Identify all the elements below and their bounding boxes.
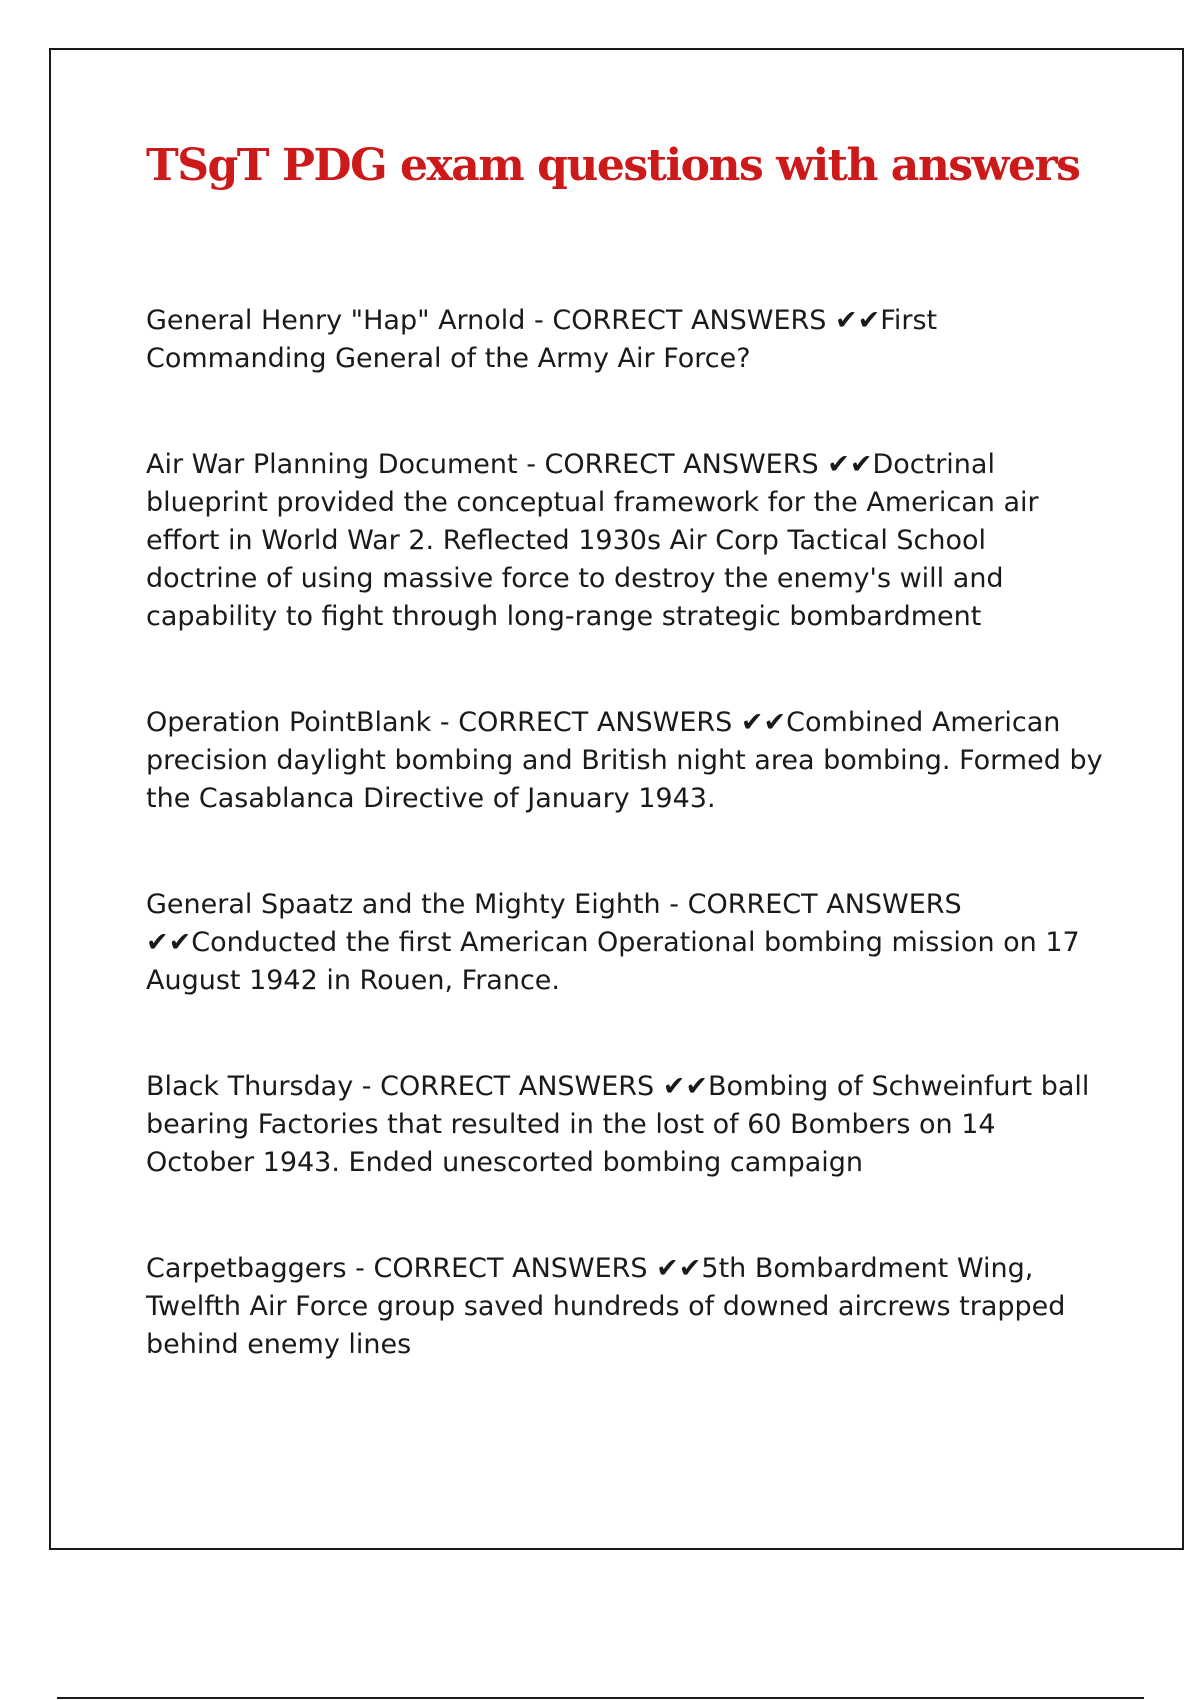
qa-term: Air War Planning Document: [146, 449, 518, 480]
qa-answer: Conducted the first American Operational bombing mission on 17 August 1942 in Rouen, France.: [146, 927, 1080, 996]
qa-entry: [146, 886, 1106, 1000]
qa-entry: [146, 1250, 1106, 1364]
qa-correct-label: - CORRECT ANSWERS ✔✔: [146, 889, 962, 958]
qa-term: Operation PointBlank: [146, 707, 432, 738]
qa-answer: 5th Bombardment Wing, Twelfth Air Force group saved hundreds of downed aircrews trapped behind enemy lines: [146, 1253, 1066, 1360]
qa-list: [146, 302, 1106, 1432]
qa-answer: First Commanding General of the Army Air Force?: [146, 305, 938, 374]
qa-entry: [146, 1068, 1106, 1182]
qa-correct-label: - CORRECT ANSWERS ✔✔: [355, 1253, 702, 1284]
qa-correct-label: - CORRECT ANSWERS ✔✔: [439, 707, 787, 738]
qa-term: General Spaatz and the Mighty Eighth: [146, 889, 661, 920]
qa-correct-label: - CORRECT ANSWERS ✔✔: [526, 449, 873, 480]
qa-term: General Henry "Hap" Arnold: [146, 305, 526, 336]
qa-answer: Bombing of Schweinfurt ball bearing Factories that resulted in the lost of 60 Bombers on 14 October 1943. Ended unescorted bombing campaign: [146, 1071, 1090, 1178]
qa-answer: Combined American precision daylight bombing and British night area bombing. Formed by the Casablanca Directive of January 1943.: [146, 707, 1103, 814]
qa-term: Carpetbaggers: [146, 1253, 347, 1284]
qa-entry: [146, 446, 1106, 636]
qa-answer: Doctrinal blueprint provided the conceptual framework for the American air effort in World War 2. Reflected 1930s Air Corp Tactical School doctrine of using massive force to destroy the enemy's will and capability to fight through long-range strategic bombardment: [146, 449, 1039, 632]
qa-entry: [146, 302, 1106, 378]
qa-term: Black Thursday: [146, 1071, 354, 1102]
footer-divider: [57, 1697, 1144, 1699]
document-title: TSgT PDG exam questions with answers: [146, 140, 1080, 191]
qa-correct-label: - CORRECT ANSWERS ✔✔: [361, 1071, 709, 1102]
qa-correct-label: - CORRECT ANSWERS ✔✔: [534, 305, 881, 336]
qa-entry: [146, 704, 1106, 818]
